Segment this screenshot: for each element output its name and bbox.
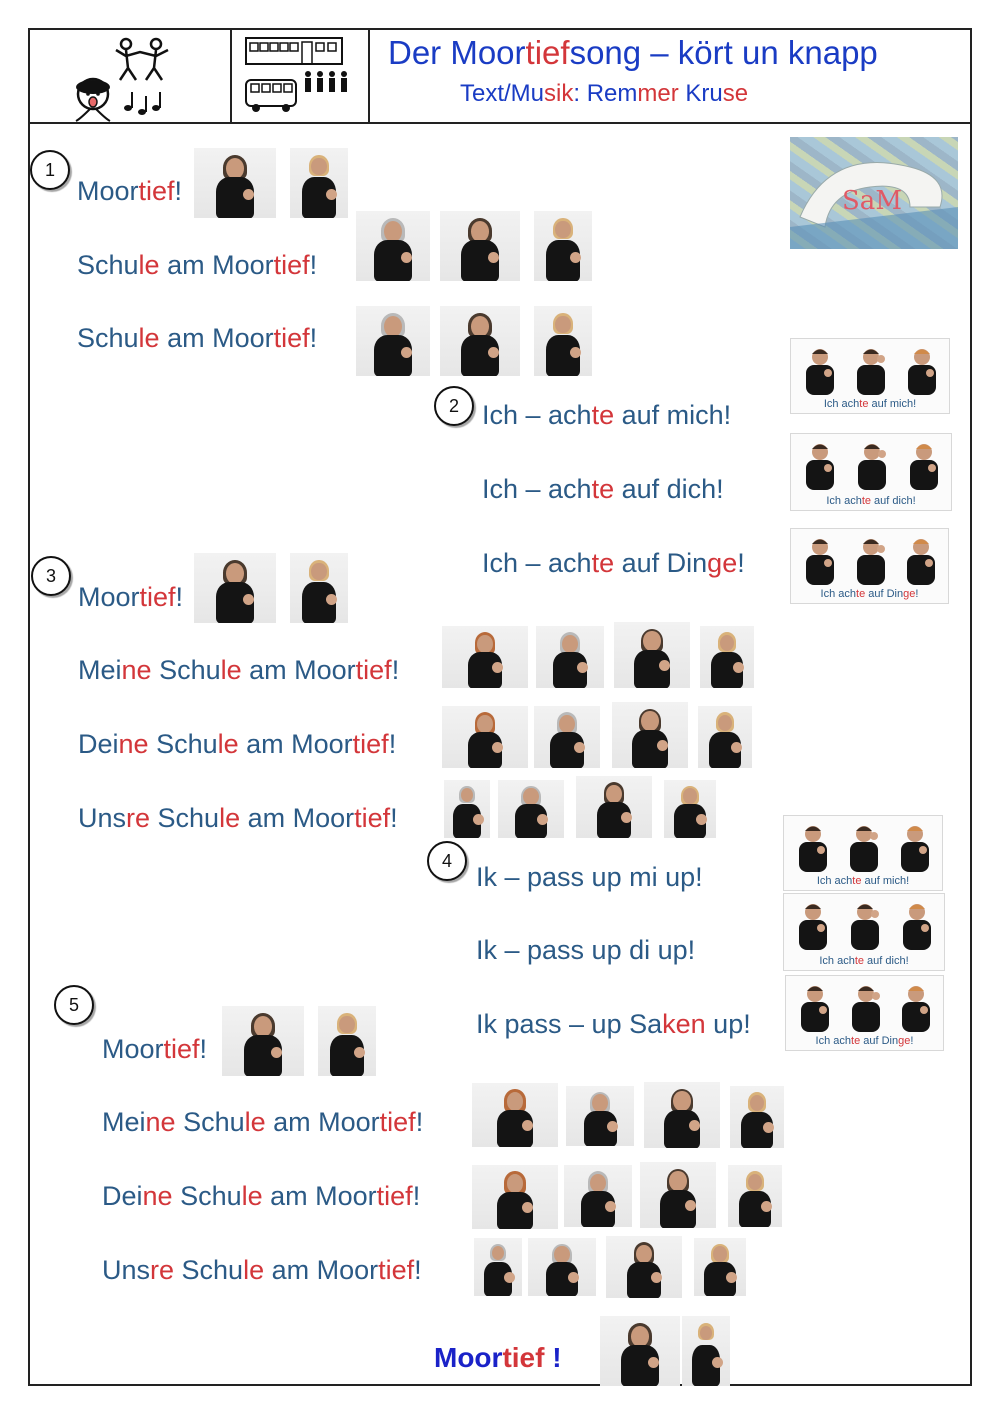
header-cell-school <box>232 28 370 122</box>
lyric-line: Ik – pass up mi up! <box>476 862 703 892</box>
signer-photo <box>222 1006 304 1076</box>
signer-photo <box>536 626 604 688</box>
lyric-line: Ik pass – up Saken up! <box>476 1009 751 1039</box>
school-bus-icon <box>232 28 366 122</box>
signer-photo <box>194 553 276 623</box>
lyric-line: Ich – achte auf dich! <box>482 474 724 504</box>
signer-photo <box>804 535 836 590</box>
lyric-line: Deine Schule am Moortief! <box>102 1181 421 1211</box>
signer-photo <box>855 345 887 400</box>
signer-photo <box>682 1316 730 1386</box>
signer-photo <box>442 626 528 688</box>
section-number: 5 <box>54 985 94 1025</box>
signer-photo <box>534 306 592 376</box>
signer-photo <box>534 706 600 768</box>
sign-photo-group <box>790 433 952 511</box>
signer-photo <box>797 900 829 955</box>
sign-caption: Ich achte auf Dinge! <box>820 588 919 600</box>
section-number: 2 <box>434 386 474 426</box>
signer-photo <box>440 306 520 376</box>
final-line: Moortief ! <box>434 1342 562 1373</box>
signer-photo <box>474 1238 522 1296</box>
signer-photo <box>472 1083 558 1147</box>
signer-photo <box>905 535 937 590</box>
signer-photo <box>356 211 430 281</box>
lyric-line: Meine Schule am Moortief! <box>78 655 400 685</box>
sign-caption: Ich achte auf mich! <box>816 875 910 887</box>
signer-photo <box>290 148 348 218</box>
lyric-line: Moortief! <box>78 582 184 612</box>
signer-photo <box>498 780 564 838</box>
signer-photo <box>534 211 592 281</box>
page-title: Der Moortiefsong – kört un knapp <box>388 34 878 71</box>
section-number: 3 <box>31 556 71 596</box>
lyric-line: Schule am Moortief! <box>77 250 318 280</box>
signer-photo <box>856 440 888 495</box>
signer-photo <box>564 1165 632 1227</box>
sign-caption: Ich achte auf dich! <box>826 495 916 507</box>
page-subtitle: Text/Musik: Remmer Kruse <box>460 80 749 107</box>
signer-photo <box>700 626 754 688</box>
signer-photo <box>855 535 887 590</box>
signer-photo <box>640 1162 716 1228</box>
sign-caption: Ich achte auf dich! <box>819 955 909 967</box>
section-number: 1 <box>30 150 70 190</box>
lyric-line: Ich – achte auf Dinge! <box>482 548 745 578</box>
sign-photo-group <box>785 975 944 1051</box>
signer-photo <box>472 1165 558 1229</box>
signer-photo <box>804 345 836 400</box>
lyric-line: Unsre Schule am Moortief! <box>78 803 398 833</box>
signer-photo <box>908 440 940 495</box>
signer-photo <box>664 780 716 838</box>
signer-photo <box>901 900 933 955</box>
signer-photo <box>600 1316 680 1386</box>
school-mosaic-image <box>790 137 958 249</box>
signer-photo <box>850 982 882 1037</box>
signer-photo <box>906 345 938 400</box>
signer-photo <box>290 553 348 623</box>
header-cell-sing <box>28 28 232 122</box>
signer-photo <box>528 1238 596 1296</box>
lyric-line: Ich – achte auf mich! <box>482 400 732 430</box>
signer-photo <box>804 440 836 495</box>
sign-photo-group <box>783 815 943 891</box>
signer-photo <box>797 822 829 877</box>
lyric-line: Deine Schule am Moortief! <box>78 729 397 759</box>
signer-photo <box>799 982 831 1037</box>
signer-photo <box>612 702 688 768</box>
signer-photo <box>899 822 931 877</box>
signer-photo <box>440 211 520 281</box>
lyric-line: Schule am Moortief! <box>77 323 318 353</box>
lyric-line: Moortief! <box>102 1034 208 1064</box>
section-number: 4 <box>427 841 467 881</box>
signer-photo <box>644 1082 720 1148</box>
lyric-line: Ik – pass up di up! <box>476 935 696 965</box>
signer-photo <box>900 982 932 1037</box>
signer-photo <box>606 1236 682 1298</box>
sign-photo-group <box>790 338 950 414</box>
signer-photo <box>576 776 652 838</box>
signer-photo <box>730 1086 784 1148</box>
singing-dancing-icon <box>28 28 228 122</box>
lyric-line: Meine Schule am Moortief! <box>102 1107 424 1137</box>
signer-photo <box>728 1165 782 1227</box>
signer-photo <box>566 1086 634 1146</box>
lyric-line: Unsre Schule am Moortief! <box>102 1255 422 1285</box>
mosaic-text: SaM <box>842 186 902 216</box>
signer-photo <box>698 706 752 768</box>
signer-photo <box>849 900 881 955</box>
signer-photo <box>614 622 690 688</box>
signer-photo <box>194 148 276 218</box>
signer-photo <box>318 1006 376 1076</box>
signer-photo <box>356 306 430 376</box>
signer-photo <box>848 822 880 877</box>
sign-photo-group <box>790 528 949 604</box>
sign-caption: Ich achte auf mich! <box>823 398 917 410</box>
lyric-line: Moortief! <box>77 176 183 206</box>
header <box>28 28 972 124</box>
sign-photo-group <box>783 893 945 971</box>
sign-caption: Ich achte auf Dinge! <box>815 1035 914 1047</box>
signer-photo <box>694 1238 746 1296</box>
signer-photo <box>444 780 490 838</box>
signer-photo <box>442 706 528 768</box>
